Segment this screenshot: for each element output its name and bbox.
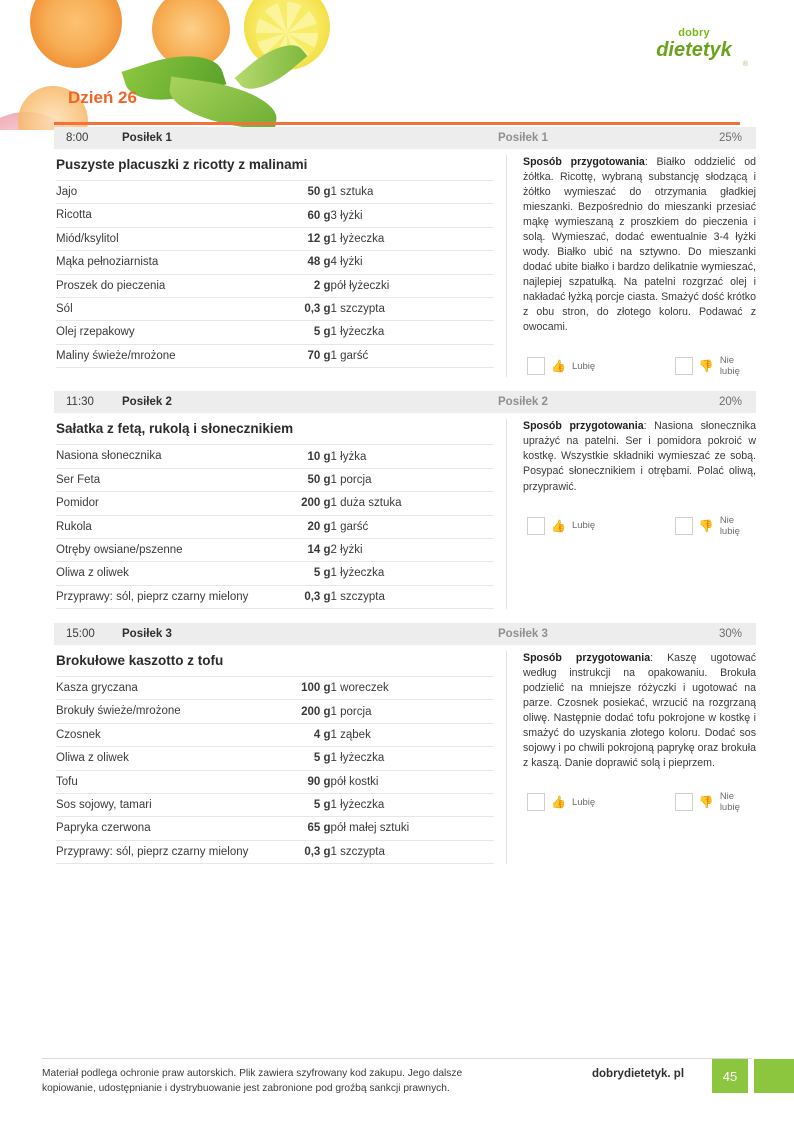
brand-logo-line2: dietetyk xyxy=(656,39,732,61)
meal-time-2: 11:30 xyxy=(66,396,94,409)
dislike-label-2: Nie lubię xyxy=(719,514,740,537)
table-row xyxy=(56,344,494,367)
dislike-checkbox-1[interactable] xyxy=(675,357,693,375)
ingredient-name: Oliwa z oliwek xyxy=(56,562,270,585)
thumb-up-icon: 👍 xyxy=(551,795,566,810)
preparation-body-1: : Białko oddzielić od żółtka. Ricottę, wybraną substancję słodzącą i żółtko wymieszać do otrzymania gładkiej mieszanki. Bezpośrednio do mieszanki przesiać mąkę wymieszaną z proszkiem do pieczenia i solą. Wymieszać, dodać ewentualnie 3-4 łyżki wody. Białko ubić na sztywno. Do mieszanki dodać ubite białko i bardzo delikatnie wymieszać, najlepiej szpatułką. Na patelni rozgrzać olej i nakładać łyżką porcje ciasta. Smażyć dość krótko z obu stron, do złotego koloru. Podawać z owocami. xyxy=(523,156,756,334)
ingredient-amount: 5 g xyxy=(270,562,331,585)
ingredient-amount: 100 g xyxy=(270,677,331,700)
dish-title-2: Sałatka z fetą, rukolą i słonecznikiem xyxy=(56,421,294,437)
like-label-3: Lubię xyxy=(571,796,596,808)
ingredient-name: Kasza gryczana xyxy=(56,677,270,700)
table-row xyxy=(56,585,494,608)
table-row xyxy=(56,227,494,250)
thumb-up-icon: 👍 xyxy=(551,518,566,533)
ingredient-amount: 5 g xyxy=(270,747,331,770)
preparation-text-2 xyxy=(523,419,756,494)
dislike-control-1[interactable] xyxy=(675,355,756,377)
table-row xyxy=(56,445,494,468)
ingredient-measure: pół małej sztuki xyxy=(331,817,494,840)
page-number: 45 xyxy=(712,1059,748,1093)
meal-block-1 xyxy=(54,127,756,377)
rating-row-3 xyxy=(523,791,756,813)
dish-title-3: Brokułowe kaszotto z tofu xyxy=(56,653,224,668)
ingredient-amount: 48 g xyxy=(270,251,331,274)
like-checkbox-1[interactable] xyxy=(527,357,545,375)
ingredient-measure: 1 woreczek xyxy=(331,677,494,700)
ingredient-measure: 1 sztuka xyxy=(331,181,494,204)
table-row xyxy=(56,770,494,793)
meal-name-1: Posiłek 1 xyxy=(122,132,172,144)
ingredient-amount: 60 g xyxy=(270,204,331,227)
ingredient-measure: 1 szczypta xyxy=(331,297,494,320)
ingredient-name: Maliny świeże/mrożone xyxy=(56,344,270,367)
ingredient-measure: 1 garść xyxy=(331,344,494,367)
table-row xyxy=(56,747,494,770)
meal-name-right-1: Posiłek 1 xyxy=(498,132,548,144)
ingredient-name: Rukola xyxy=(56,515,270,538)
dislike-checkbox-3[interactable] xyxy=(675,793,693,811)
ingredient-amount: 14 g xyxy=(270,538,331,561)
dislike-label-3: Nie lubię xyxy=(719,791,740,814)
ingredient-amount: 200 g xyxy=(270,492,331,515)
table-row xyxy=(56,677,494,700)
ingredient-name: Czosnek xyxy=(56,723,270,746)
ingredient-measure: 1 łyżka xyxy=(331,445,494,468)
ingredient-name: Ser Feta xyxy=(56,468,270,491)
brand-logo xyxy=(648,18,748,70)
ingredient-name: Oliwa z oliwek xyxy=(56,747,270,770)
table-row xyxy=(56,538,494,561)
footer-corner-accent xyxy=(754,1059,794,1093)
ingredient-amount: 20 g xyxy=(270,515,331,538)
ingredient-table-1 xyxy=(56,180,494,368)
ingredient-name: Papryka czerwona xyxy=(56,817,270,840)
preparation-body-2: : Nasiona słonecznika uprażyć na patelni. Ser i pomidora pokroić w kostkę. Wszystkie składniki wymieszać ze sobą. Posypać słonecznikiem i otrębami. Polać oliwą, przyprawić. xyxy=(523,420,756,493)
meal-percent-2: 20% xyxy=(718,396,742,409)
thumb-down-icon: 👎 xyxy=(698,518,714,533)
meal-time-3: 15:00 xyxy=(66,628,95,640)
preparation-text-1 xyxy=(523,155,756,335)
table-row xyxy=(56,468,494,491)
ingredient-measure: 1 garść xyxy=(331,515,494,538)
rating-row-2 xyxy=(523,515,756,537)
footer-copyright-line1: Materiał podlega ochronie praw autorskich. Plik zawiera szyfrowany kod zakupu. Jego dalsze xyxy=(42,1068,463,1079)
table-row xyxy=(56,492,494,515)
table-row xyxy=(56,204,494,227)
ingredient-measure: 1 ząbek xyxy=(331,723,494,746)
meal-percent-3: 30% xyxy=(718,628,742,640)
ingredient-name: Przyprawy: sól, pieprz czarny mielony xyxy=(56,585,270,608)
like-checkbox-2[interactable] xyxy=(527,517,545,535)
table-row xyxy=(56,251,494,274)
ingredient-amount: 0,3 g xyxy=(270,585,331,608)
ingredient-name: Brokuły świeże/mrożone xyxy=(56,700,270,723)
dish-title-1: Puszyste placuszki z ricotty z malinami xyxy=(56,157,308,172)
ingredient-measure: 1 łyżeczka xyxy=(331,747,494,770)
ingredient-name: Jajo xyxy=(56,181,270,204)
meal-name-2: Posiłek 2 xyxy=(122,396,172,409)
ingredient-measure: 1 łyżeczka xyxy=(331,793,494,816)
ingredient-measure: 1 łyżeczka xyxy=(331,321,494,344)
like-control-2[interactable] xyxy=(527,515,595,537)
ingredient-measure: 1 szczypta xyxy=(331,840,494,863)
ingredient-name: Miód/ksylitol xyxy=(56,227,270,250)
table-row xyxy=(56,723,494,746)
table-row xyxy=(56,840,494,863)
ingredient-measure: 1 porcja xyxy=(331,468,494,491)
ingredient-measure: 1 szczypta xyxy=(331,585,494,608)
table-row xyxy=(56,321,494,344)
dislike-control-2[interactable] xyxy=(675,515,756,537)
ingredient-measure: 1 porcja xyxy=(331,700,494,723)
ingredient-amount: 70 g xyxy=(270,344,331,367)
meal-block-2 xyxy=(54,391,756,609)
meal-name-right-2: Posiłek 2 xyxy=(498,396,548,409)
ingredient-name: Sól xyxy=(56,297,270,320)
table-row xyxy=(56,562,494,585)
table-row xyxy=(56,817,494,840)
ingredient-measure: 4 łyżki xyxy=(331,251,494,274)
ingredient-amount: 10 g xyxy=(270,445,331,468)
ingredient-name: Pomidor xyxy=(56,492,270,515)
meal-header-1 xyxy=(54,127,756,149)
meal-block-3 xyxy=(54,623,756,864)
meal-percent-1: 25% xyxy=(718,132,742,144)
footer-divider xyxy=(42,1058,752,1059)
ingredient-measure: pół łyżeczki xyxy=(331,274,494,297)
ingredient-amount: 90 g xyxy=(270,770,331,793)
like-label-2: Lubię xyxy=(571,520,596,532)
like-control-1[interactable] xyxy=(527,355,595,377)
table-row xyxy=(56,274,494,297)
ingredient-amount: 5 g xyxy=(270,321,331,344)
ingredient-amount: 12 g xyxy=(270,227,331,250)
preparation-body-3: : Kaszę ugotować według instrukcji na opakowaniu. Brokuła podzielić na mniejsze różyczki i ugotować na parze. Czosnek posiekać, wrzucić na rozgrzaną oliwę. Następnie dodać tofu pokrojone w kostkę i smażyć do uzyskania złotego koloru. Dodać sos sojowy i po chwili pokrojoną paprykę oraz brokuła z kaszą. Danie doprawić solą i pieprzem. xyxy=(523,652,756,770)
ingredient-measure: 1 łyżeczka xyxy=(331,227,494,250)
footer-copyright-line2: kopiowanie, udostępnianie i dystrybuowanie jest zabronione pod groźbą sankcji prawnych. xyxy=(42,1083,450,1095)
ingredient-amount: 200 g xyxy=(270,700,331,723)
meal-plan-content xyxy=(54,127,756,878)
ingredient-name: Tofu xyxy=(56,770,270,793)
ingredient-amount: 4 g xyxy=(270,723,331,746)
like-label-1: Lubię xyxy=(571,360,596,372)
title-divider xyxy=(54,122,740,125)
ingredient-amount: 0,3 g xyxy=(270,840,331,863)
dislike-control-3[interactable] xyxy=(675,791,756,813)
rating-row-1 xyxy=(523,355,756,377)
ingredient-measure: 1 łyżeczka xyxy=(331,562,494,585)
ingredient-amount: 50 g xyxy=(270,468,331,491)
ingredient-name: Nasiona słonecznika xyxy=(56,445,270,468)
brand-logo-registered: ® xyxy=(742,61,748,68)
footer-copyright xyxy=(42,1066,562,1097)
ingredient-name: Mąka pełnoziarnista xyxy=(56,251,270,274)
preparation-label-3: Sposób przygotowania xyxy=(523,652,651,664)
ingredient-measure: 2 łyżki xyxy=(331,538,494,561)
meal-header-3 xyxy=(54,623,756,645)
ingredient-amount: 5 g xyxy=(270,793,331,816)
thumb-down-icon: 👎 xyxy=(698,359,714,374)
ingredient-amount: 65 g xyxy=(270,817,331,840)
ingredient-amount: 2 g xyxy=(270,274,331,297)
ingredient-name: Otręby owsiane/pszenne xyxy=(56,538,270,561)
ingredient-table-2 xyxy=(56,444,494,609)
meal-header-2 xyxy=(54,391,756,413)
ingredient-name: Olej rzepakowy xyxy=(56,321,270,344)
dislike-label-1: Nie lubię xyxy=(719,355,740,378)
table-row xyxy=(56,515,494,538)
meal-time-1: 8:00 xyxy=(66,132,89,144)
ingredient-name: Ricotta xyxy=(56,204,270,227)
ingredient-amount: 50 g xyxy=(270,181,331,204)
dislike-checkbox-2[interactable] xyxy=(675,517,693,535)
meal-name-3: Posiłek 3 xyxy=(122,628,172,640)
ingredient-measure: 3 łyżki xyxy=(331,204,494,227)
table-row xyxy=(56,700,494,723)
ingredient-name: Proszek do pieczenia xyxy=(56,274,270,297)
ingredient-measure: 1 duża sztuka xyxy=(331,492,494,515)
meal-name-right-3: Posiłek 3 xyxy=(498,628,548,640)
thumb-up-icon: 👍 xyxy=(551,359,566,374)
table-row xyxy=(56,297,494,320)
ingredient-name: Przyprawy: sól, pieprz czarny mielony xyxy=(56,840,270,863)
like-checkbox-3[interactable] xyxy=(527,793,545,811)
page-title: Dzień 26 xyxy=(68,88,137,107)
preparation-text-3 xyxy=(523,651,756,771)
like-control-3[interactable] xyxy=(527,791,595,813)
ingredient-amount: 0,3 g xyxy=(270,297,331,320)
ingredient-table-3 xyxy=(56,676,494,864)
thumb-down-icon: 👎 xyxy=(698,795,714,810)
footer-website: dobrydietetyk. pl xyxy=(592,1068,685,1080)
preparation-label-2: Sposób przygotowania xyxy=(523,420,644,433)
ingredient-measure: pół kostki xyxy=(331,770,494,793)
table-row xyxy=(56,793,494,816)
ingredient-name: Sos sojowy, tamari xyxy=(56,793,270,816)
table-row xyxy=(56,181,494,204)
brand-logo-line1: dobry xyxy=(678,27,710,39)
preparation-label-1: Sposób przygotowania xyxy=(523,156,645,168)
